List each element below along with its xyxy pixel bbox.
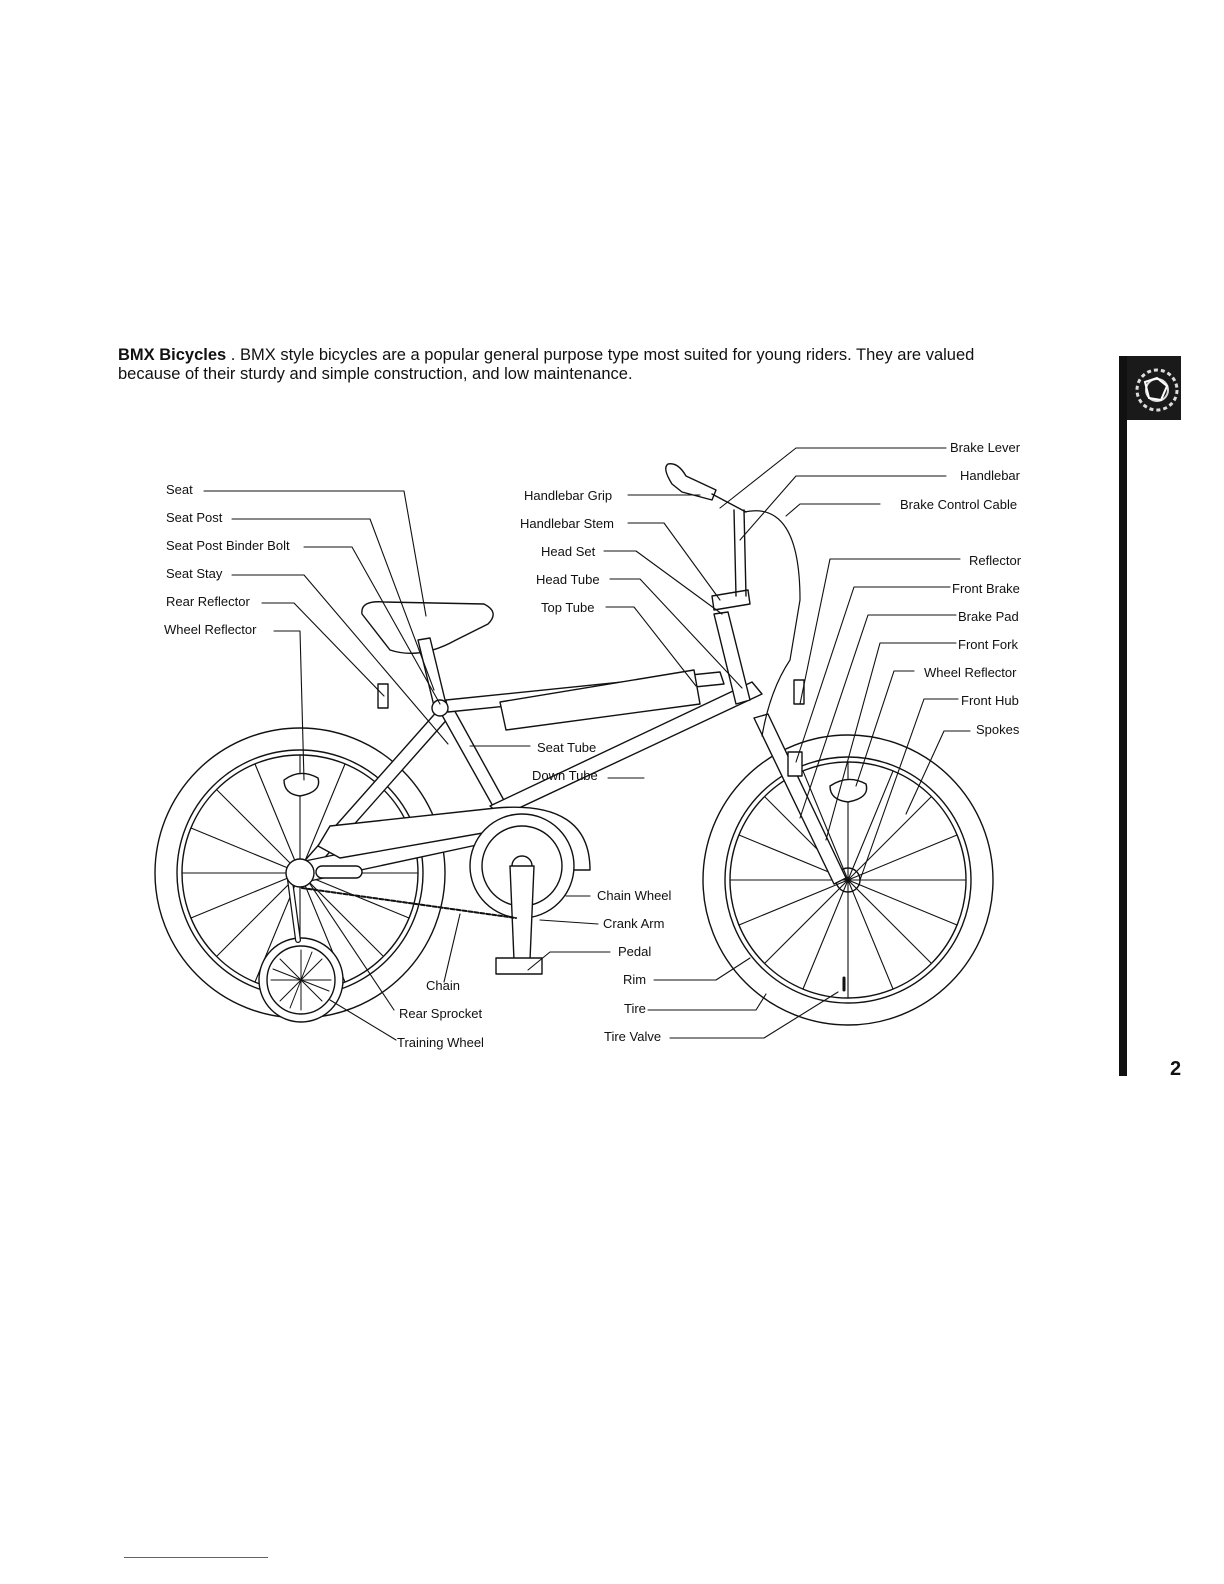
label-front-fork: Front Fork — [958, 637, 1018, 652]
intro-heading: BMX Bicycles — [118, 346, 227, 364]
label-seat-post: Seat Post — [166, 510, 223, 525]
label-handlebar-grip: Handlebar Grip — [524, 488, 613, 503]
label-rear-reflector: Rear Reflector — [166, 594, 250, 609]
label-handlebar: Handlebar — [960, 468, 1020, 483]
intro-separator: . — [226, 346, 240, 364]
label-brake-control-cable: Brake Control Cable — [900, 497, 1018, 512]
label-wheel-reflector-right: Wheel Reflector — [924, 665, 1017, 680]
label-seat-post-binder-bolt: Seat Post Binder Bolt — [166, 538, 290, 553]
label-brake-lever: Brake Lever — [950, 440, 1021, 455]
sprocket-icon — [1127, 356, 1181, 420]
front-wheel — [703, 735, 993, 1025]
label-seat-tube: Seat Tube — [537, 740, 597, 755]
label-head-set: Head Set — [541, 544, 596, 559]
label-wheel-reflector-left: Wheel Reflector — [164, 622, 257, 637]
label-training-wheel: Training Wheel — [397, 1035, 484, 1050]
label-seat-stay: Seat Stay — [166, 566, 223, 581]
label-brake-pad: Brake Pad — [958, 609, 1019, 624]
page-number: 2 — [1170, 1058, 1182, 1080]
label-chain: Chain — [426, 978, 460, 993]
side-bar — [1119, 356, 1127, 1076]
label-front-hub: Front Hub — [961, 693, 1019, 708]
label-head-tube: Head Tube — [536, 572, 600, 587]
label-top-tube: Top Tube — [541, 600, 595, 615]
label-front-brake: Front Brake — [952, 581, 1020, 596]
label-rear-sprocket: Rear Sprocket — [399, 1006, 483, 1021]
label-handlebar-stem: Handlebar Stem — [520, 516, 614, 531]
footer-rule — [124, 1557, 268, 1558]
label-seat: Seat — [166, 482, 193, 497]
label-reflector: Reflector — [969, 553, 1022, 568]
label-pedal: Pedal — [618, 944, 652, 959]
frame — [300, 464, 846, 974]
label-tire: Tire — [624, 1001, 646, 1016]
label-tire-valve: Tire Valve — [604, 1029, 662, 1044]
label-chain-wheel: Chain Wheel — [597, 888, 672, 903]
label-crank-arm: Crank Arm — [603, 916, 665, 931]
label-rim: Rim — [623, 972, 647, 987]
intro-body: BMX style bicycles are a popular general purpose type most suited for young riders. They are valued because of their sturdy and simple construction, and low maintenance. — [118, 346, 975, 383]
label-down-tube: Down Tube — [532, 768, 598, 783]
label-spokes: Spokes — [976, 722, 1020, 737]
